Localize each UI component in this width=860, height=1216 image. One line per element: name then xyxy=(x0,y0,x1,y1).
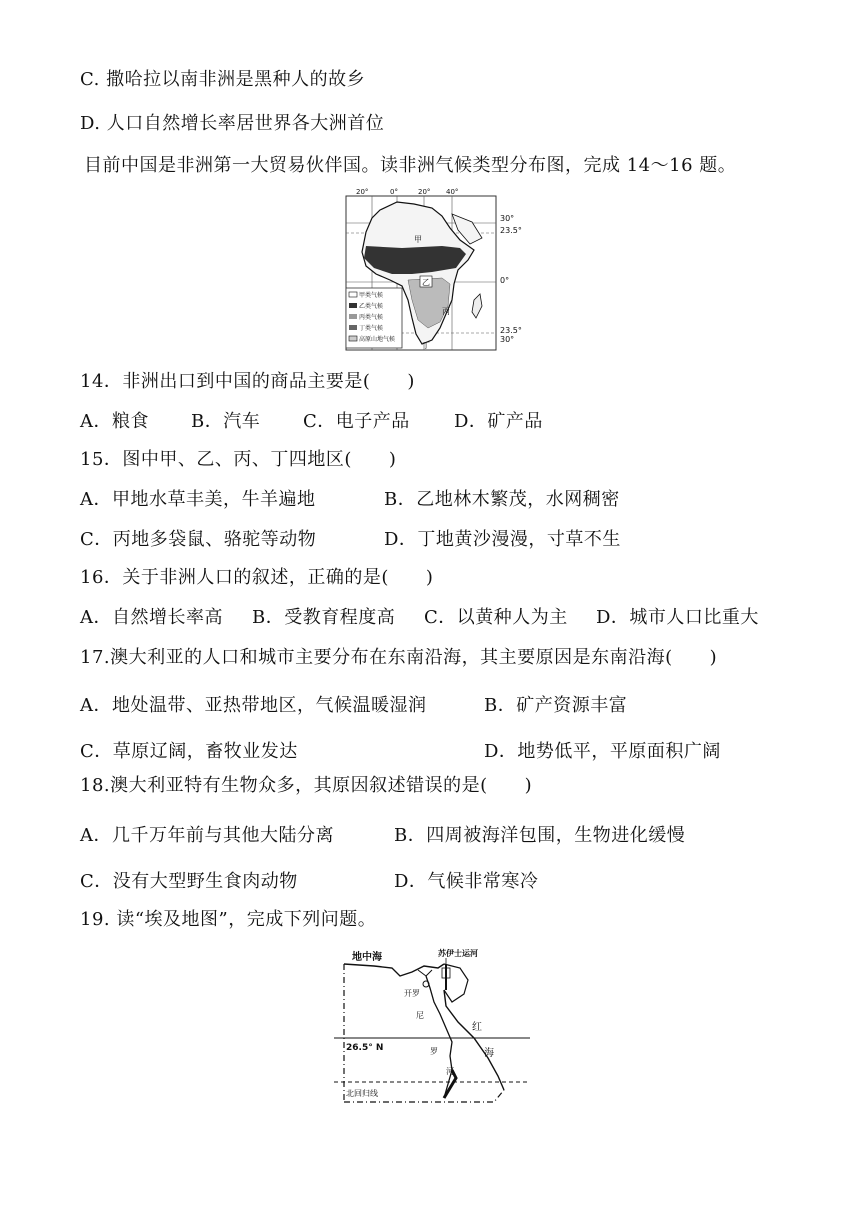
q16-stem: 16．关于非洲人口的叙述，正确的是( ) xyxy=(80,567,434,588)
egypt-map xyxy=(334,942,530,1114)
q16-option-a[interactable]: A．自然增长率高 xyxy=(80,607,223,628)
q17-option-a[interactable]: A．地处温带、亚热带地区，气候温暖湿润 xyxy=(80,695,427,716)
q15-option-d[interactable]: D．丁地黄沙漫漫，寸草不生 xyxy=(384,529,621,550)
q18-option-d[interactable]: D．气候非常寒冷 xyxy=(394,871,539,892)
q18-stem: 18.澳大利亚特有生物众多，其原因叙述错误的是( ) xyxy=(80,775,533,796)
region-ding: 丁 xyxy=(422,341,430,350)
q16-option-b[interactable]: B．受教育程度高 xyxy=(252,607,396,628)
river-label: 罗 xyxy=(430,1047,438,1056)
africa-lat-labels xyxy=(500,214,540,354)
lon-label: 0° xyxy=(390,188,398,196)
river-label: 河 xyxy=(446,1067,454,1076)
legend-yi: 乙类气候 xyxy=(359,303,384,310)
region-bing: 丙 xyxy=(442,307,450,316)
intro-14-16: 目前中国是非洲第一大贸易伙伴国。读非洲气候类型分布图，完成 14～16 题。 xyxy=(84,155,737,176)
q16-option-c[interactable]: C．以黄种人为主 xyxy=(424,607,568,628)
q14-option-c[interactable]: C．电子产品 xyxy=(303,411,410,432)
lon-label: 20° xyxy=(356,188,369,196)
q17-stem: 17.澳大利亚的人口和城市主要分布在东南沿海，其主要原因是东南沿海( ) xyxy=(80,647,718,668)
q14-option-b[interactable]: B．汽车 xyxy=(191,411,261,432)
canal-label: 苏伊士运河 xyxy=(438,949,478,958)
q19-stem: 19. 读“埃及地图”，完成下列问题。 xyxy=(80,909,377,930)
legend-bing: 丙类气候 xyxy=(359,314,384,321)
region-jia: 甲 xyxy=(414,235,422,244)
q15-stem: 15．图中甲、乙、丙、丁四地区( ) xyxy=(80,449,397,470)
q18-option-b[interactable]: B．四周被海洋包围，生物进化缓慢 xyxy=(394,825,686,846)
africa-climate-map xyxy=(342,188,498,352)
lat-label: 23.5° xyxy=(500,326,522,335)
lon-label: 20° xyxy=(418,188,431,196)
capital-label: 开罗 xyxy=(404,989,420,998)
q17-option-c[interactable]: C．草原辽阔，畜牧业发达 xyxy=(80,741,298,762)
red-sea-label: 海 xyxy=(484,1048,494,1059)
q14-option-a[interactable]: A．粮食 xyxy=(80,411,149,432)
q18-option-a[interactable]: A．几千万年前与其他大陆分离 xyxy=(80,825,334,846)
sea-label: 地中海 xyxy=(352,952,382,963)
river-label: 尼 xyxy=(416,1011,424,1020)
tropic-label: 北回归线 xyxy=(346,1089,378,1098)
legend-ding: 丁类气候 xyxy=(359,325,384,332)
lat-label: 0° xyxy=(500,276,510,285)
q17-option-d[interactable]: D．地势低平，平原面积广阔 xyxy=(484,741,721,762)
q14-option-d[interactable]: D．矿产品 xyxy=(454,411,543,432)
option-d-prev: D. 人口自然增长率居世界各大洲首位 xyxy=(80,113,385,134)
q15-option-a[interactable]: A．甲地水草丰美，牛羊遍地 xyxy=(80,489,316,510)
q16-option-d[interactable]: D．城市人口比重大 xyxy=(596,607,759,628)
q15-option-c[interactable]: C．丙地多袋鼠、骆驼等动物 xyxy=(80,529,317,550)
q17-option-b[interactable]: B．矿产资源丰富 xyxy=(484,695,628,716)
red-sea-label: 红 xyxy=(472,1022,482,1033)
lat-label: 23.5° xyxy=(500,226,522,235)
legend-jia: 甲类气候 xyxy=(359,292,384,299)
region-yi: 乙 xyxy=(422,278,430,287)
option-c-prev: C. 撒哈拉以南非洲是黑种人的故乡 xyxy=(80,69,366,90)
q18-option-c[interactable]: C．没有大型野生食肉动物 xyxy=(80,871,298,892)
q14-stem: 14．非洲出口到中国的商品主要是( ) xyxy=(80,371,415,392)
lat-label: 30° xyxy=(500,335,515,344)
lon-label: 40° xyxy=(446,188,459,196)
legend-plateau: 高原山地气候 xyxy=(359,336,396,343)
latitude-label: 26.5° N xyxy=(346,1043,384,1053)
q15-option-b[interactable]: B．乙地林木繁茂，水网稠密 xyxy=(384,489,620,510)
lat-label: 30° xyxy=(500,214,515,223)
